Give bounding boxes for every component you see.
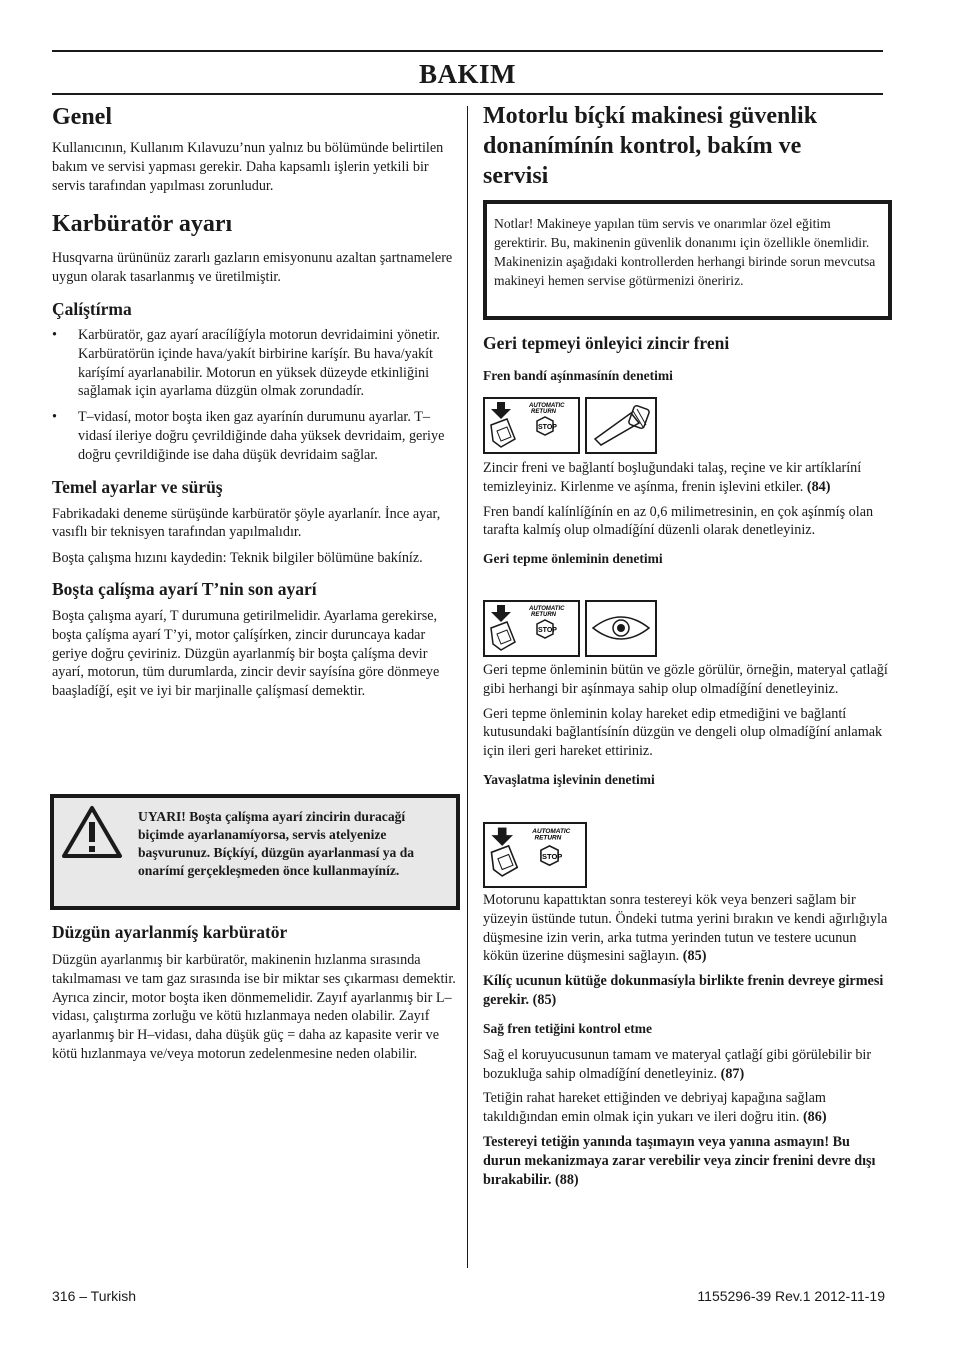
section-title-guvenlik: Motorlu bíçkí makinesi güvenlik donanímínín kontrol, bakím ve servisi — [483, 103, 818, 189]
subsection-title-bosta: Boşta çalíşma ayarí T’nin son ayarí — [52, 578, 317, 599]
header-rule-top — [52, 50, 883, 52]
visual-inspection-symbol — [585, 600, 657, 657]
sag-figure-ref-1: (87) — [720, 1065, 745, 1082]
onlem-paragraph-1: Geri tepme önleminin bütün ve gözle görülür, örneğin, materyal çatlağí gibi herhangi bir aşínmaya sahip olup olmadíğíní denetleyiniz. — [483, 662, 888, 697]
sag-paragraph-2 — [483, 1089, 891, 1127]
yavas-bold-paragraph: Kílíç ucunun kütüğe dokunmasíyla birlikte frenin devreye girmesi gerekir. (85) — [483, 973, 884, 1008]
stop-label: STOP — [538, 627, 557, 634]
automatic-return-icon — [485, 399, 578, 452]
fren-figure-ref: (84) — [806, 478, 831, 495]
list-item-text: T–vidasí, motor boşta iken gaz ayarínín durumunu ayarlar. T–vidasí ileriye doğru çevrildiğinde daha yüksek devridaim, geriye doğru çevrildiğinde ise daha düşük devridaim sağlar. — [78, 409, 445, 463]
subsection-title-duzgun: Düzgün ayarlanmíş karbüratör — [52, 922, 288, 942]
warning-box — [50, 794, 460, 910]
sub-heading-sag-fren: Sağ fren tetiğini kontrol etme — [483, 1020, 652, 1036]
sag-figure-ref-2: (86) — [802, 1109, 827, 1126]
yavas-paragraph-1 — [483, 891, 891, 966]
right-column-onlem-text — [483, 661, 891, 789]
left-column — [52, 100, 460, 701]
list-item — [52, 408, 460, 464]
calistirma-list — [52, 326, 460, 465]
bosta-paragraph: Boşta çalışma ayarí, T durumuna getirilmelidir. Ayarlama gerekirse, boşta çalíşma ayarí T’yi, motor çalíşírken, zincir duruncaya kadar geriye doğru çeviriniz. Düzgün ayarlanmíş bir boşta çalíşma devir ayarí, motorun, tüm durumlarda, zincir devir sayísína göre dönmeye baaşladíğí, eşit ve iyi bir marjinalle çalíşmasí demektir. — [52, 607, 440, 700]
karburator-paragraph: Husqvarna ürününüz zararlı gazların emisyonunu azaltan şartnamelere uygun olarak tasarlanmış ve üretilmiştir. — [52, 250, 453, 286]
sag-paragraph-1 — [483, 1046, 891, 1084]
right-column-brake — [483, 332, 891, 385]
note-text: Notlar! Makineye yapılan tüm servis ve onarımlar özel eğitim gerektirir. Bu, makinenin güvenlik donanımı için özellikle önemlidir. Makinenizin aşağıdaki kontrollerden herhangi birinde sorun mevcutsa makineyi hemen servise götürmenizi öneririz. — [494, 216, 876, 288]
page-title: BAKIM — [419, 59, 516, 89]
brake-band-symbol — [585, 397, 657, 454]
yavas-text-1: Motorunu kapattıktan sonra testereyi kök veya benzeri sağlam bir yüzeyin üstünde tutun. Öndeki tutma yerini bırakın ve kendi ağırlığıyla düşmesine izin verin, arka tutma yerinden tutun ve testere ucunun kökün üzerine düşmesini sağlayın. — [483, 892, 888, 965]
column-divider — [467, 106, 468, 1268]
return-label: RETURN — [534, 834, 562, 842]
automatic-return-symbol — [483, 397, 580, 454]
bullet-marker: • — [52, 409, 57, 426]
section-title-genel: Genel — [52, 104, 112, 130]
stop-label: STOP — [538, 424, 557, 431]
fren-paragraph-1 — [483, 459, 891, 497]
eye-icon — [587, 602, 655, 655]
sub-heading-fren-bandi: Fren bandí aşínmasínín denetimi — [483, 368, 673, 383]
automatic-label: AUTOMATIC — [532, 827, 571, 835]
temel-paragraph-2: Boşta çalışma hızını kaydedin: Teknik bilgiler bölümüne bakíníz. — [52, 550, 423, 567]
return-label: RETURN — [531, 409, 556, 415]
brake-band-icon — [587, 399, 655, 452]
subsection-title-geri-tepme: Geri tepmeyi önleyici zincir freni — [483, 333, 730, 353]
subsection-title-calistirma: Çalíştírma — [52, 298, 132, 319]
right-column-yavas-text — [483, 891, 891, 1189]
fren-paragraph-2: Fren bandí kalínlíğínín en az 0,6 milimetresinin, en çok aşínmíş olan tarafta kalmíş olup olmadíğíní düzenli olarak denetleyiniz. — [483, 503, 874, 539]
sub-heading-yavaslatma: Yavaşlatma işlevinin denetimi — [483, 771, 655, 787]
yavas-figure-ref: (85) — [682, 948, 707, 965]
fren-text-1: Zincir freni ve bağlantí boşluğundaki talaş, reçine ve kir artíklaríní temizleyiniz. Kirlenme ve aşínma, frenin işlevini etkiler. — [483, 460, 862, 495]
bullet-marker: • — [52, 326, 57, 343]
automatic-return-symbol-3 — [483, 822, 587, 888]
automatic-label: AUTOMATIC — [529, 606, 565, 612]
right-column-top — [483, 100, 891, 191]
right-column-fren-text — [483, 459, 891, 568]
automatic-label: AUTOMATIC — [529, 403, 565, 409]
note-box — [483, 200, 892, 320]
sag-bold-paragraph: Testereyi tetiğin yanında taşımayın veya yanına asmayın! Bu durun mekanizmaya zarar verebilir veya zincir frenini devre dışı bırakabilir. (88) — [483, 1133, 876, 1188]
subsection-title-temel: Temel ayarlar ve sürüş — [52, 476, 223, 497]
section-title-karburator: Karbüratör ayarı — [52, 211, 233, 238]
return-label: RETURN — [531, 612, 556, 618]
sag-text-1: Sağ el koruyucusunun tamam ve materyal çatlağí gibi görülebilir bir bozukluğa sahip olmadíğíní denetleyiniz. — [483, 1046, 872, 1082]
sag-text-2: Tetiğin rahat hareket ettiğinden ve debriyaj kapağına sağlam takıldığından emin olmak için yukarı ve ileri doğru itin. — [483, 1090, 826, 1126]
header-rule-bottom — [52, 93, 883, 95]
list-item-text: Karbüratör, gaz ayarí aracílíğíyla motorun devridaimini yönetir. Karbüratörün içinde hava/yakít birbirine karíşír. Bu hava/yakít karíşímí ayarlanabilir. Motorun en yüksek düzeyde etkinliğini sağlamak için ayarlama düzgün olmak zorundadír. — [78, 326, 440, 400]
left-column-lower — [52, 921, 460, 1064]
footer-page-number: 316 – Turkish — [52, 1288, 137, 1304]
sub-heading-geri-tepme-onlem: Geri tepme önleminin denetimi — [483, 551, 663, 567]
stop-label: STOP — [541, 851, 563, 861]
genel-paragraph: Kullanıcının, Kullanım Kılavuzu’nun yalnız bu bölümünde belirtilen bakım ve servisi yapması gerekir. Daha kapsamlı işlerin yetkili bir servis tarafından yapılması zorunludur. — [52, 140, 444, 194]
automatic-return-icon — [485, 824, 585, 886]
temel-paragraph-1: Fabrikadaki deneme sürüşünde karbüratör şöyle ayarlanír. İnce ayar, vasıflı bir teknisyen tarafından yapılmalıdır. — [52, 505, 441, 541]
footer-document-id: 1155296-39 Rev.1 2012-11-19 — [697, 1288, 885, 1304]
onlem-paragraph-2: Geri tepme önleminin kolay hareket edip etmediğini ve bağlantí kutusundaki bağlantísínín düzgün ve dengeli olup olmadíğíní anlamak için ileri geri hareket ettiriniz. — [483, 705, 883, 760]
warning-triangle-icon — [61, 805, 123, 859]
duzgun-paragraph: Düzgün ayarlanmış bir karbüratör, makinenin hızlanma sırasında takılmaması ve tam gaz sırasında ise bir miktar ses çıkarması demektir. Ayrıca zincir, motor boşta iken dönmemelidir. Zayıf ayarlanmış bir L–vidası, çalıştırma zorluğu ve kötü hızlanmaya neden olabilir. Zayıf ayarlanmış bir H–vidası, daha düşük güç = daha az kapasite verir ve kötü hızlanmaya ve/veya motorun zedelenmesine neden olabilir. — [52, 952, 456, 1062]
automatic-return-symbol-2 — [483, 600, 580, 657]
automatic-return-icon — [485, 602, 578, 655]
list-item — [52, 326, 460, 401]
warning-text: UYARI! Boşta çalíşma ayarí zincirin duracağí biçimde ayarlanamíyorsa, servis atelyenize başvurunuz. Bíçkíyí, düzgün ayarlanmasí ya da onarímí gerçekleşmeden önce kullanmayíníz. — [138, 809, 415, 878]
